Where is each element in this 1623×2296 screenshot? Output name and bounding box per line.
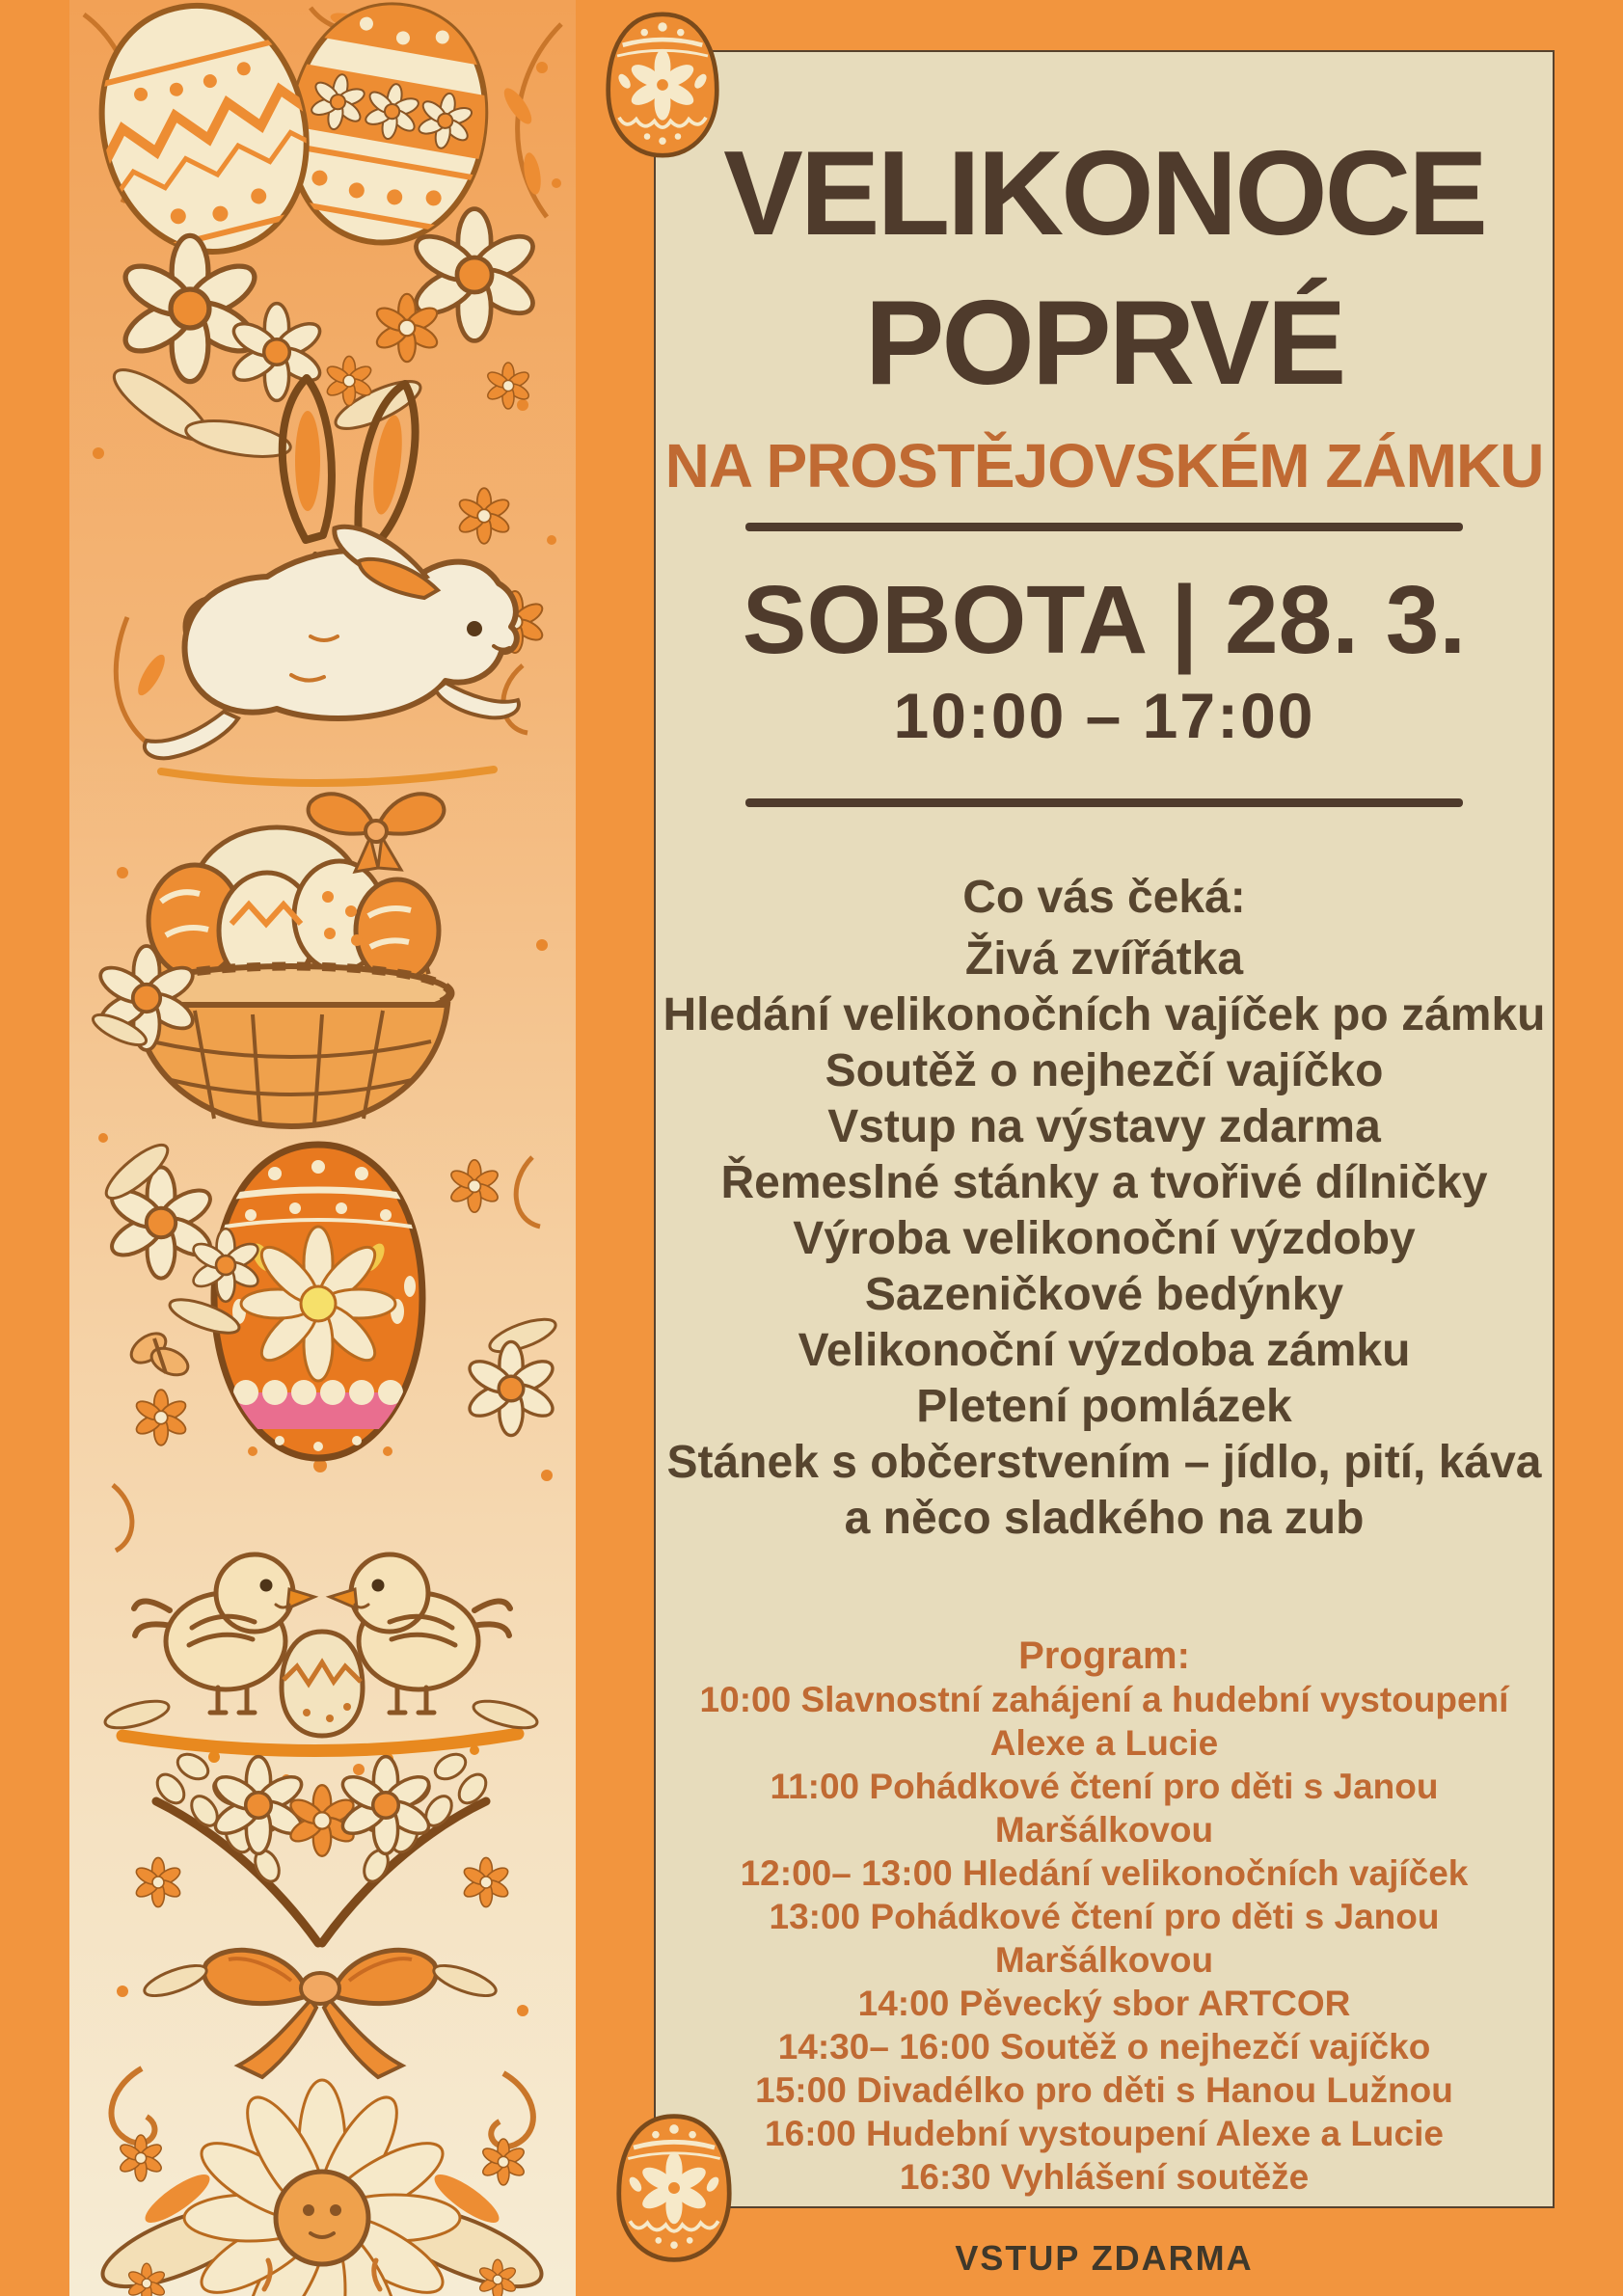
program-item: 15:00 Divadélko pro děti s Hanou Lužnou xyxy=(755,2070,1453,2111)
poster-title xyxy=(662,120,1547,419)
program-heading: Program: xyxy=(1018,1634,1190,1678)
highlight-item: Vstup na výstavy zdarma xyxy=(827,1101,1381,1153)
highlight-item: Výroba velikonoční výzdoby xyxy=(793,1213,1416,1265)
highlight-item: Sazeničkové bedýnky xyxy=(864,1269,1344,1321)
event-hours: 10:00 – 17:00 xyxy=(893,680,1315,752)
decorated-egg-icon xyxy=(614,2114,734,2262)
highlights-list xyxy=(662,932,1547,1547)
program-item: 12:00– 13:00 Hledání velikonočních vajíček xyxy=(740,1853,1469,1894)
cracked-egg xyxy=(282,1632,363,1736)
decorated-egg-icon xyxy=(604,12,721,158)
event-date: SOBOTA | 28. 3. xyxy=(742,566,1467,675)
program-item: 14:00 Pěvecký sbor ARTCOR xyxy=(857,1984,1351,2024)
divider-bottom xyxy=(745,798,1463,807)
painted-egg xyxy=(207,1145,429,1458)
highlight-item: Živá zvířátka xyxy=(964,933,1244,986)
highlight-item: Řemeslné stánky a tvořivé dílničky xyxy=(720,1157,1488,1209)
program-item: 16:00 Hudební vystoupení Alexe a Lucie xyxy=(765,2114,1444,2154)
highlight-item: Pletení pomlázek xyxy=(916,1381,1292,1433)
highlight-item: Hledání velikonočních vajíček po zámku xyxy=(663,989,1546,1041)
highlight-item: Velikonoční výzdoba zámku xyxy=(798,1325,1411,1377)
program-item: 10:00 Slavnostní zahájení a hudební vystoupení Alexe a Lucie xyxy=(699,1680,1509,1764)
folk-art-strip xyxy=(69,0,576,2296)
highlights-heading: Co vás čeká: xyxy=(962,872,1246,924)
program-item: 11:00 Pohádkové čtení pro děti s Janou Maršálkovou xyxy=(770,1767,1439,1850)
highlight-item: Soutěž o nejhezčí vajíčko xyxy=(825,1045,1384,1097)
program-item: 14:30– 16:00 Soutěž o nejhezčí vajíčko xyxy=(777,2027,1431,2067)
program-item: 13:00 Pohádkové čtení pro děti s Janou Maršálkovou xyxy=(769,1897,1440,1981)
title-line-2: POPRVÉ xyxy=(864,277,1344,410)
program-list xyxy=(660,1678,1549,2199)
title-line-1: VELIKONOCE xyxy=(723,127,1485,260)
highlight-item: Stánek s občerstvením – jídlo, pití, káva a něco sladkého na zub xyxy=(666,1437,1542,1545)
divider-top xyxy=(745,523,1463,531)
content-panel xyxy=(654,50,1555,2279)
program-item: 16:30 Vyhlášení soutěže xyxy=(899,2157,1310,2198)
poster-subtitle: NA PROSTĚJOVSKÉM ZÁMKU xyxy=(664,431,1544,500)
admission-note: VSTUP ZDARMA xyxy=(955,2238,1254,2279)
